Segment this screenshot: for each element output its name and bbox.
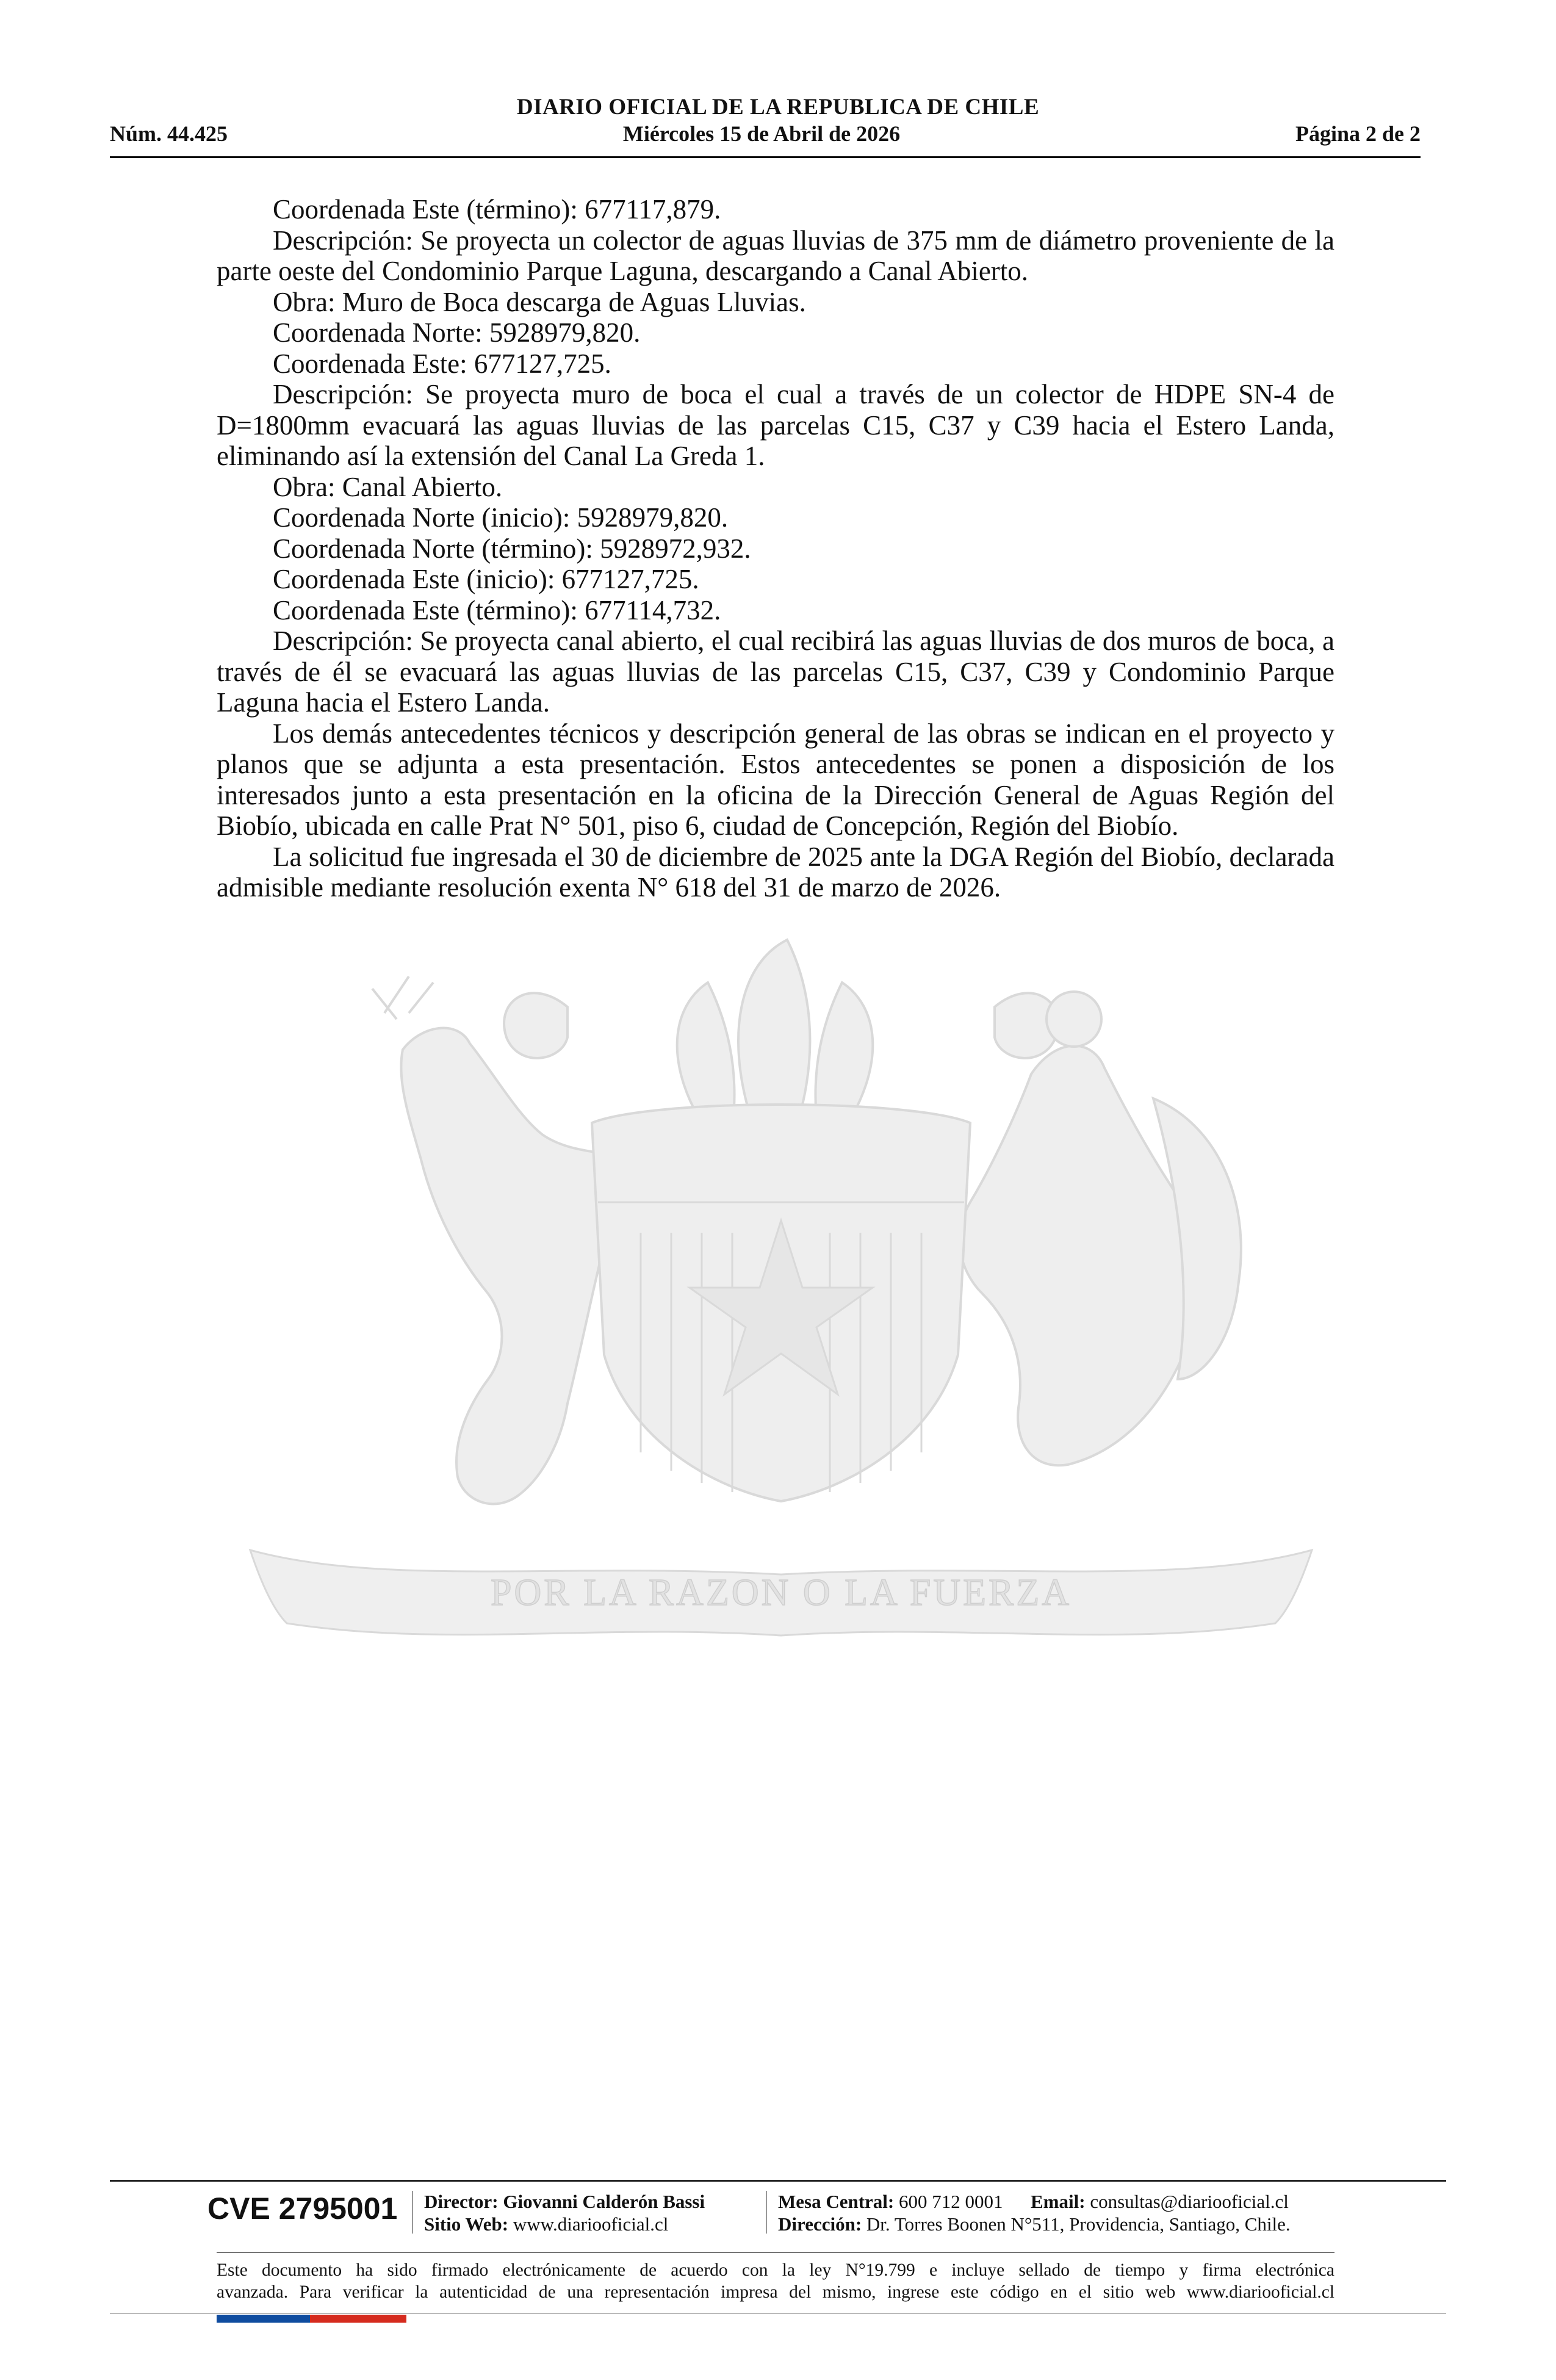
coat-of-arms-watermark [201, 915, 1361, 1678]
watermark-motto: POR LA RAZON O LA FUERZA [490, 1572, 1072, 1614]
issue-number: Núm. 44.425 [110, 121, 228, 146]
paragraph: Obra: Muro de Boca descarga de Aguas Lluvias. [273, 286, 806, 317]
header-divider [110, 156, 1421, 158]
director-line [424, 2191, 705, 2213]
footer-separator [412, 2191, 413, 2234]
mesa-phone: 600 712 0001 [899, 2191, 1003, 2212]
director-label: Director: [424, 2191, 499, 2212]
website-label: Sitio Web: [424, 2213, 509, 2235]
address-line [778, 2213, 1291, 2235]
flag-stripe-blue [217, 2315, 310, 2323]
paragraph: Coordenada Este: 677127,725. [273, 348, 611, 379]
issue-date: Miércoles 15 de Abril de 2026 [622, 121, 901, 146]
contact-line [778, 2191, 1289, 2213]
mesa-label: Mesa Central: [778, 2191, 895, 2212]
website-link[interactable]: www.diariooficial.cl [513, 2213, 669, 2235]
director-name: Giovanni Calderón Bassi [503, 2191, 705, 2212]
paragraph: Coordenada Norte (inicio): 5928979,820. [273, 502, 729, 533]
paragraph: Obra: Canal Abierto. [273, 471, 503, 502]
email-link[interactable]: consultas@diariooficial.cl [1090, 2191, 1289, 2212]
footer-divider-mid [217, 2252, 1334, 2253]
paragraph: Coordenada Este (término): 677117,879. [273, 194, 721, 225]
masthead-title: DIARIO OFICIAL DE LA REPUBLICA DE CHILE [516, 95, 1040, 120]
footer-divider-bottom [110, 2313, 1446, 2314]
website-line [424, 2213, 668, 2235]
paragraph: Coordenada Norte: 5928979,820. [273, 317, 641, 348]
paragraph: Descripción: Se proyecta un colector de aguas lluvias de 375 mm de diámetro proveniente de la parte oeste del Condominio Parque Laguna, descargando a Canal Abierto. [217, 225, 1334, 286]
address-value: Dr. Torres Boonen N°511, Providencia, Santiago, Chile. [866, 2213, 1291, 2235]
paragraph: Descripción: Se proyecta muro de boca el cual a través de un colector de HDPE SN-4 de D=1800mm evacuará las aguas lluvias de las parcelas C15, C37 y C39 hacia el Estero Landa, eliminando así la extensión del Canal La Greda 1. [217, 379, 1334, 471]
masthead-row [110, 121, 1421, 146]
paragraph: Coordenada Norte (término): 5928972,932. [273, 533, 751, 564]
paragraph: Coordenada Este (término): 677114,732. [273, 594, 721, 626]
address-label: Dirección: [778, 2213, 862, 2235]
paragraph: La solicitud fue ingresada el 30 de diciembre de 2025 ante la DGA Región del Biobío, declarada admisible mediante resolución exenta N° 618 del 31 de marzo de 2026. [217, 841, 1334, 903]
page-indicator: Página 2 de 2 [1295, 121, 1421, 146]
paragraph: Descripción: Se proyecta canal abierto, el cual recibirá las aguas lluvias de dos muros de boca, a través de él se evacuará las aguas lluvias de las parcelas C15, C37, C39 y Condominio Parque Laguna hacia el Estero Landa. [217, 626, 1334, 718]
footer-separator [766, 2191, 767, 2234]
paragraph: Los demás antecedentes técnicos y descripción general de las obras se indican en el proyecto y planos que se adjunta a esta presentación. Estos antecedentes se ponen a disposición de los interesados junto a esta presentación en la oficina de la Dirección General de Aguas Región del Biobío, ubicada en calle Prat N° 501, piso 6, ciudad de Concepción, Región del Biobío. [217, 718, 1334, 841]
legal-line: avanzada. Para verificar la autenticidad de una representación impresa del mismo, ingrese este código en el sitio web www.diariooficial.cl [217, 2282, 1334, 2302]
paragraph: Coordenada Este (inicio): 677127,725. [273, 564, 699, 594]
email-label: Email: [1031, 2191, 1086, 2212]
legal-notice [217, 2259, 1334, 2303]
flag-stripe-red [310, 2315, 406, 2323]
legal-line: Este documento ha sido firmado electrónicamente de acuerdo con la ley N°19.799 e incluye sellado de tiempo y firma electrónica [217, 2260, 1334, 2280]
footer-divider-top [110, 2180, 1446, 2182]
article-body [217, 194, 1334, 903]
cve-code: CVE 2795001 [207, 2191, 398, 2226]
